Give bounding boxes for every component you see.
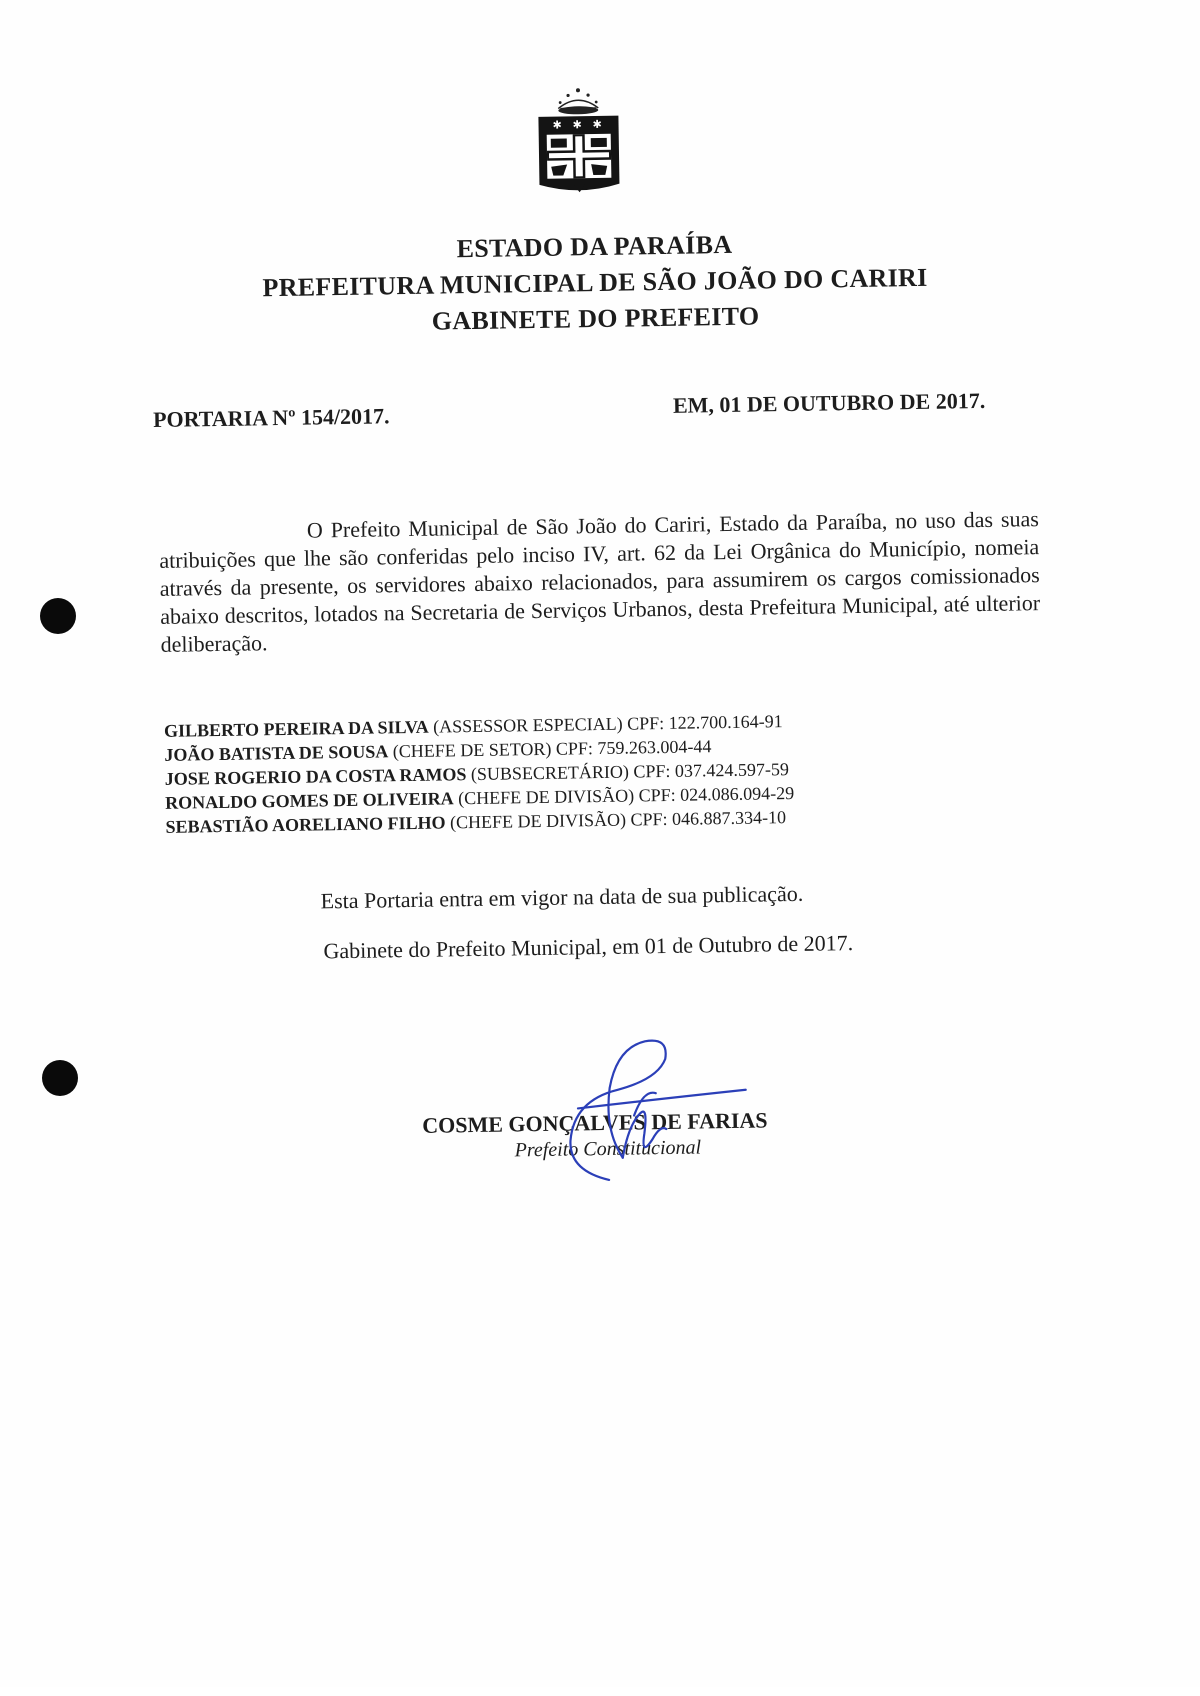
header-office: GABINETE DO PREFEITO bbox=[431, 301, 760, 336]
effective-clause: Esta Portaria entra em vigor na data de sua publicação. bbox=[320, 880, 804, 914]
appointee-detail: (CHEFE DE SETOR) CPF: 759.263.004-44 bbox=[392, 736, 712, 762]
portaria-date: EM, 01 DE OUTUBRO DE 2017. bbox=[672, 387, 986, 418]
signer-title: Prefeito Constitucional bbox=[514, 1136, 702, 1162]
place-and-date: Gabinete do Prefeito Municipal, em 01 de Outubro de 2017. bbox=[323, 930, 854, 964]
body-paragraph bbox=[159, 505, 1041, 659]
svg-text:✱: ✱ bbox=[572, 118, 582, 132]
appointee-detail: (ASSESSOR ESPECIAL) CPF: 122.700.164-91 bbox=[432, 711, 783, 737]
portaria-number: PORTARIA Nº 154/2017. bbox=[152, 403, 390, 432]
header-state: ESTADO DA PARAÍBA bbox=[456, 229, 733, 264]
municipal-coat-of-arms-icon bbox=[532, 78, 626, 197]
appointee-name: RONALDO GOMES DE OLIVEIRA bbox=[164, 788, 454, 813]
handwritten-signature bbox=[547, 1028, 749, 1191]
appointee-detail: (CHEFE DE DIVISÃO) CPF: 046.887.334-10 bbox=[449, 807, 787, 833]
svg-text:✱: ✱ bbox=[552, 118, 562, 132]
appointee-list bbox=[164, 705, 1066, 839]
appointee-name: JOÃO BATISTA DE SOUSA bbox=[164, 741, 389, 765]
header-municipality: PREFEITURA MUNICIPAL DE SÃO JOÃO DO CARIRI bbox=[262, 262, 928, 303]
appointee-name: SEBASTIÃO AORELIANO FILHO bbox=[165, 812, 446, 837]
appointee-name: GILBERTO PEREIRA DA SILVA bbox=[163, 716, 429, 741]
appointee-name: JOSE ROGERIO DA COSTA RAMOS bbox=[164, 764, 467, 789]
appointee-detail: (CHEFE DE DIVISÃO) CPF: 024.086.094-29 bbox=[457, 782, 795, 809]
body-paragraph-text: O Prefeito Municipal de São João do Cariri, Estado da Paraíba, no uso das suas atribuições que lhe são conferidas pelo inciso IV, art. 62 da Lei Orgânica do Município, nomeia através da presente, os servidores abaixo relacionados, para assumirem os cargos comissionados abaixo descritos, lotados na Secretaria de Serviços Urbanos, desta Prefeitura Municipal, até ulterior deliberação. bbox=[159, 506, 1041, 657]
appointee-detail: (SUBSECRETÁRIO) CPF: 037.424.597-59 bbox=[470, 759, 790, 785]
signer-name: COSME GONÇALVES DE FARIAS bbox=[422, 1107, 768, 1138]
svg-text:✱: ✱ bbox=[592, 117, 602, 132]
